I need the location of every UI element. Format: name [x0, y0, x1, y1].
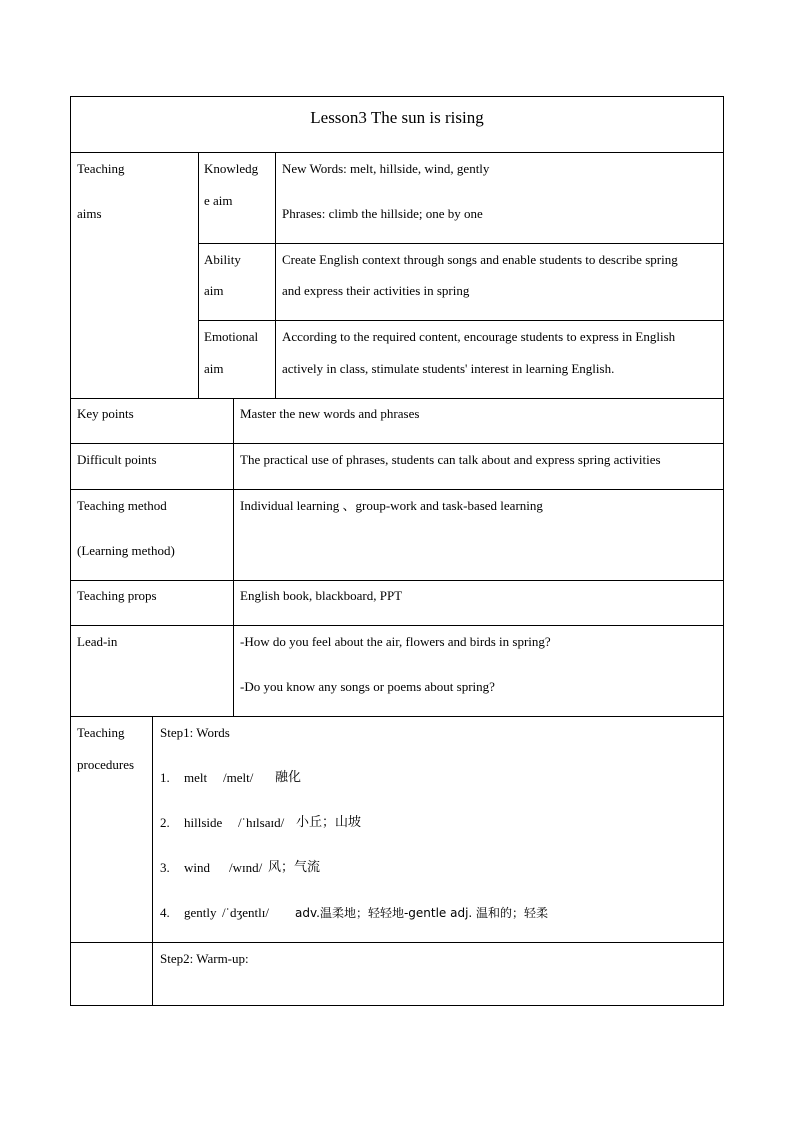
- ability-aim-label: Ability: [204, 252, 241, 267]
- teaching-method-text: Individual learning 、group-work and task-based learning: [240, 498, 543, 513]
- lesson-title: Lesson3 The sun is rising: [310, 108, 484, 127]
- ability-aim-label: aim: [204, 283, 224, 298]
- ability-aim-text: Create English context through songs and enable students to describe spring: [282, 252, 678, 267]
- word-entry: gently: [184, 905, 217, 920]
- emotional-aim-text: actively in class, stimulate students' interest in learning English.: [282, 361, 615, 376]
- teaching-props-text: English book, blackboard, PPT: [240, 588, 403, 603]
- table-border: [198, 243, 724, 244]
- lead-in-question: -How do you feel about the air, flowers and birds in spring?: [240, 634, 551, 649]
- ability-aim-text: and express their activities in spring: [282, 283, 470, 298]
- knowledge-aim-text: Phrases: climb the hillside; one by one: [282, 206, 483, 221]
- table-border: [70, 152, 724, 153]
- table-border: [198, 320, 724, 321]
- table-border: [70, 942, 724, 943]
- emotional-aim-text: According to the required content, encourage students to express in English: [282, 329, 676, 344]
- word-meaning: 风；气流: [268, 860, 321, 875]
- word-number: 3.: [160, 860, 170, 875]
- word-entry: melt: [184, 770, 208, 785]
- table-border: [70, 96, 71, 1006]
- key-points-text: Master the new words and phrases: [240, 406, 420, 421]
- word-phonetic: /ˈdʒentlɪ/: [222, 905, 269, 920]
- table-border: [70, 625, 724, 626]
- word-phonetic: /wɪnd/: [229, 860, 263, 875]
- word-entry: wind: [184, 860, 210, 875]
- table-border: [70, 1005, 724, 1006]
- emotional-aim-label: Emotional: [204, 329, 259, 344]
- teaching-method-label: (Learning method): [77, 543, 175, 558]
- difficult-points-label: Difficult points: [77, 452, 157, 467]
- table-border: [70, 96, 724, 97]
- knowledge-aim-label: e aim: [204, 193, 233, 208]
- key-points-label: Key points: [77, 406, 134, 421]
- word-meaning: 融化: [275, 770, 302, 785]
- table-border: [70, 398, 724, 399]
- table-border: [275, 152, 276, 398]
- step1-title: Step1: Words: [160, 725, 230, 740]
- table-border: [723, 96, 724, 1006]
- table-border: [152, 716, 153, 1006]
- word-phonetic: /melt/: [223, 770, 254, 785]
- step2-title: Step2: Warm-up:: [160, 951, 249, 966]
- difficult-points-text: The practical use of phrases, students can talk about and express spring activities: [240, 452, 661, 467]
- knowledge-aim-label: Knowledg: [204, 161, 259, 176]
- procedures-label: Teaching: [77, 725, 125, 740]
- word-entry: hillside: [184, 815, 223, 830]
- knowledge-aim-text: New Words: melt, hillside, wind, gently: [282, 161, 490, 176]
- word-number: 2.: [160, 815, 170, 830]
- table-border: [70, 580, 724, 581]
- lead-in-label: Lead-in: [77, 634, 118, 649]
- table-border: [70, 443, 724, 444]
- word-meaning: adv.温柔地；轻轻地-gentle adj. 温和的；轻柔: [295, 906, 549, 920]
- word-number: 4.: [160, 905, 170, 920]
- word-number: 1.: [160, 770, 170, 785]
- table-border: [70, 489, 724, 490]
- table-border: [233, 398, 234, 716]
- emotional-aim-label: aim: [204, 361, 224, 376]
- teaching-method-label: Teaching method: [77, 498, 167, 513]
- teaching-aims-label: Teaching: [77, 161, 125, 176]
- lesson-plan-table: [70, 96, 724, 1006]
- teaching-props-label: Teaching props: [77, 588, 157, 603]
- table-border: [70, 716, 724, 717]
- word-meaning: 小丘；山坡: [296, 815, 362, 830]
- procedures-label: procedures: [77, 757, 135, 772]
- lead-in-question: -Do you know any songs or poems about spring?: [240, 679, 495, 694]
- word-phonetic: /ˈhɪlsaɪd/: [238, 815, 285, 830]
- teaching-aims-label: aims: [77, 206, 102, 221]
- table-border: [198, 152, 199, 398]
